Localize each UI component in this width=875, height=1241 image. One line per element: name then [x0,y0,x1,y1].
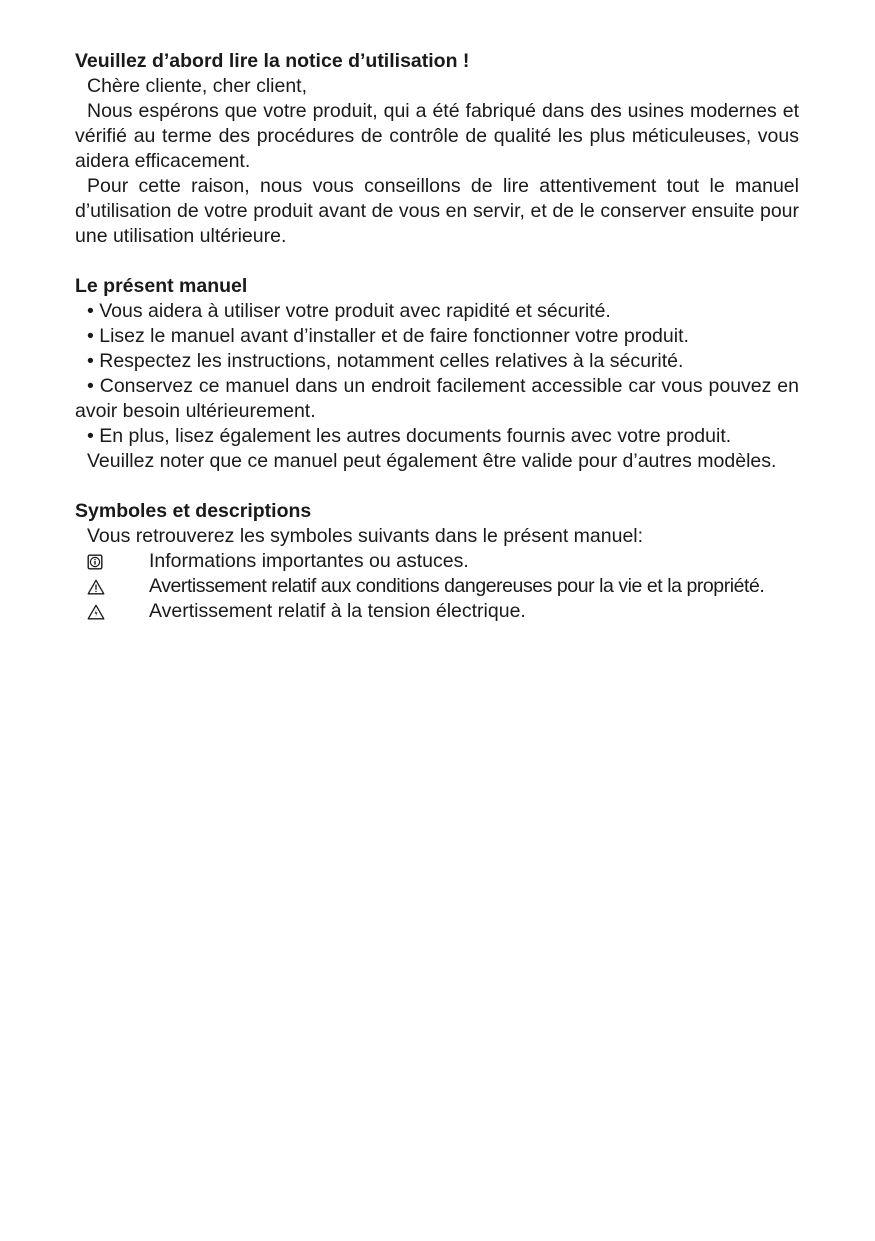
manual-note: Veuillez noter que ce manuel peut également être valide pour d’autres modèles. [87,450,777,472]
manual-bullet: • Lisez le manuel avant d’installer et de faire fonctionner votre produit. [87,325,689,347]
section-spacer [75,249,799,274]
symbol-row-electric [75,599,799,624]
symbol-description: Avertissement relatif à la tension électrique. [149,600,526,622]
manual-page [75,49,799,624]
electric-warning-icon [87,599,149,624]
manual-bullet: • En plus, lisez également les autres documents fournis avec votre produit. [87,425,732,447]
symbol-description: Avertissement relatif aux conditions dangereuses pour la vie et la propriété. [149,575,765,597]
symbol-description: Informations importantes ou astuces. [149,550,469,572]
warning-icon [87,574,149,599]
symbols-title: Symboles et descriptions [75,500,312,522]
symbol-row-warning [75,574,799,599]
symbol-row-info [75,549,799,574]
section-spacer [75,474,799,499]
symbols-intro: Vous retrouverez les symboles suivants dans le présent manuel: [87,525,644,547]
intro-greeting: Chère cliente, cher client, [87,75,308,97]
manual-bullet: • Respectez les instructions, notamment celles relatives à la sécurité. [87,350,684,372]
manual-bullet: • Vous aidera à utiliser votre produit avec rapidité et sécurité. [87,300,611,322]
intro-paragraph-2: Pour cette raison, nous vous conseillons de lire attentivement tout le manuel d’utilisation de votre produit avant de vous en servir, et de le conserver ensuite pour une utilisation ultérieure. [75,175,799,247]
manual-title: Le présent manuel [75,275,248,297]
info-icon [87,549,149,574]
intro-paragraph-1: Nous espérons que votre produit, qui a été fabriqué dans des usines modernes et vérifié au terme des procédures de contrôle de qualité les plus méticuleuses, vous aidera efficacement. [75,100,799,172]
manual-bullet: • Conservez ce manuel dans un endroit facilement accessible car vous pouvez en avoir besoin ultérieurement. [75,375,799,422]
intro-title: Veuillez d’abord lire la notice d’utilisation ! [75,50,470,72]
